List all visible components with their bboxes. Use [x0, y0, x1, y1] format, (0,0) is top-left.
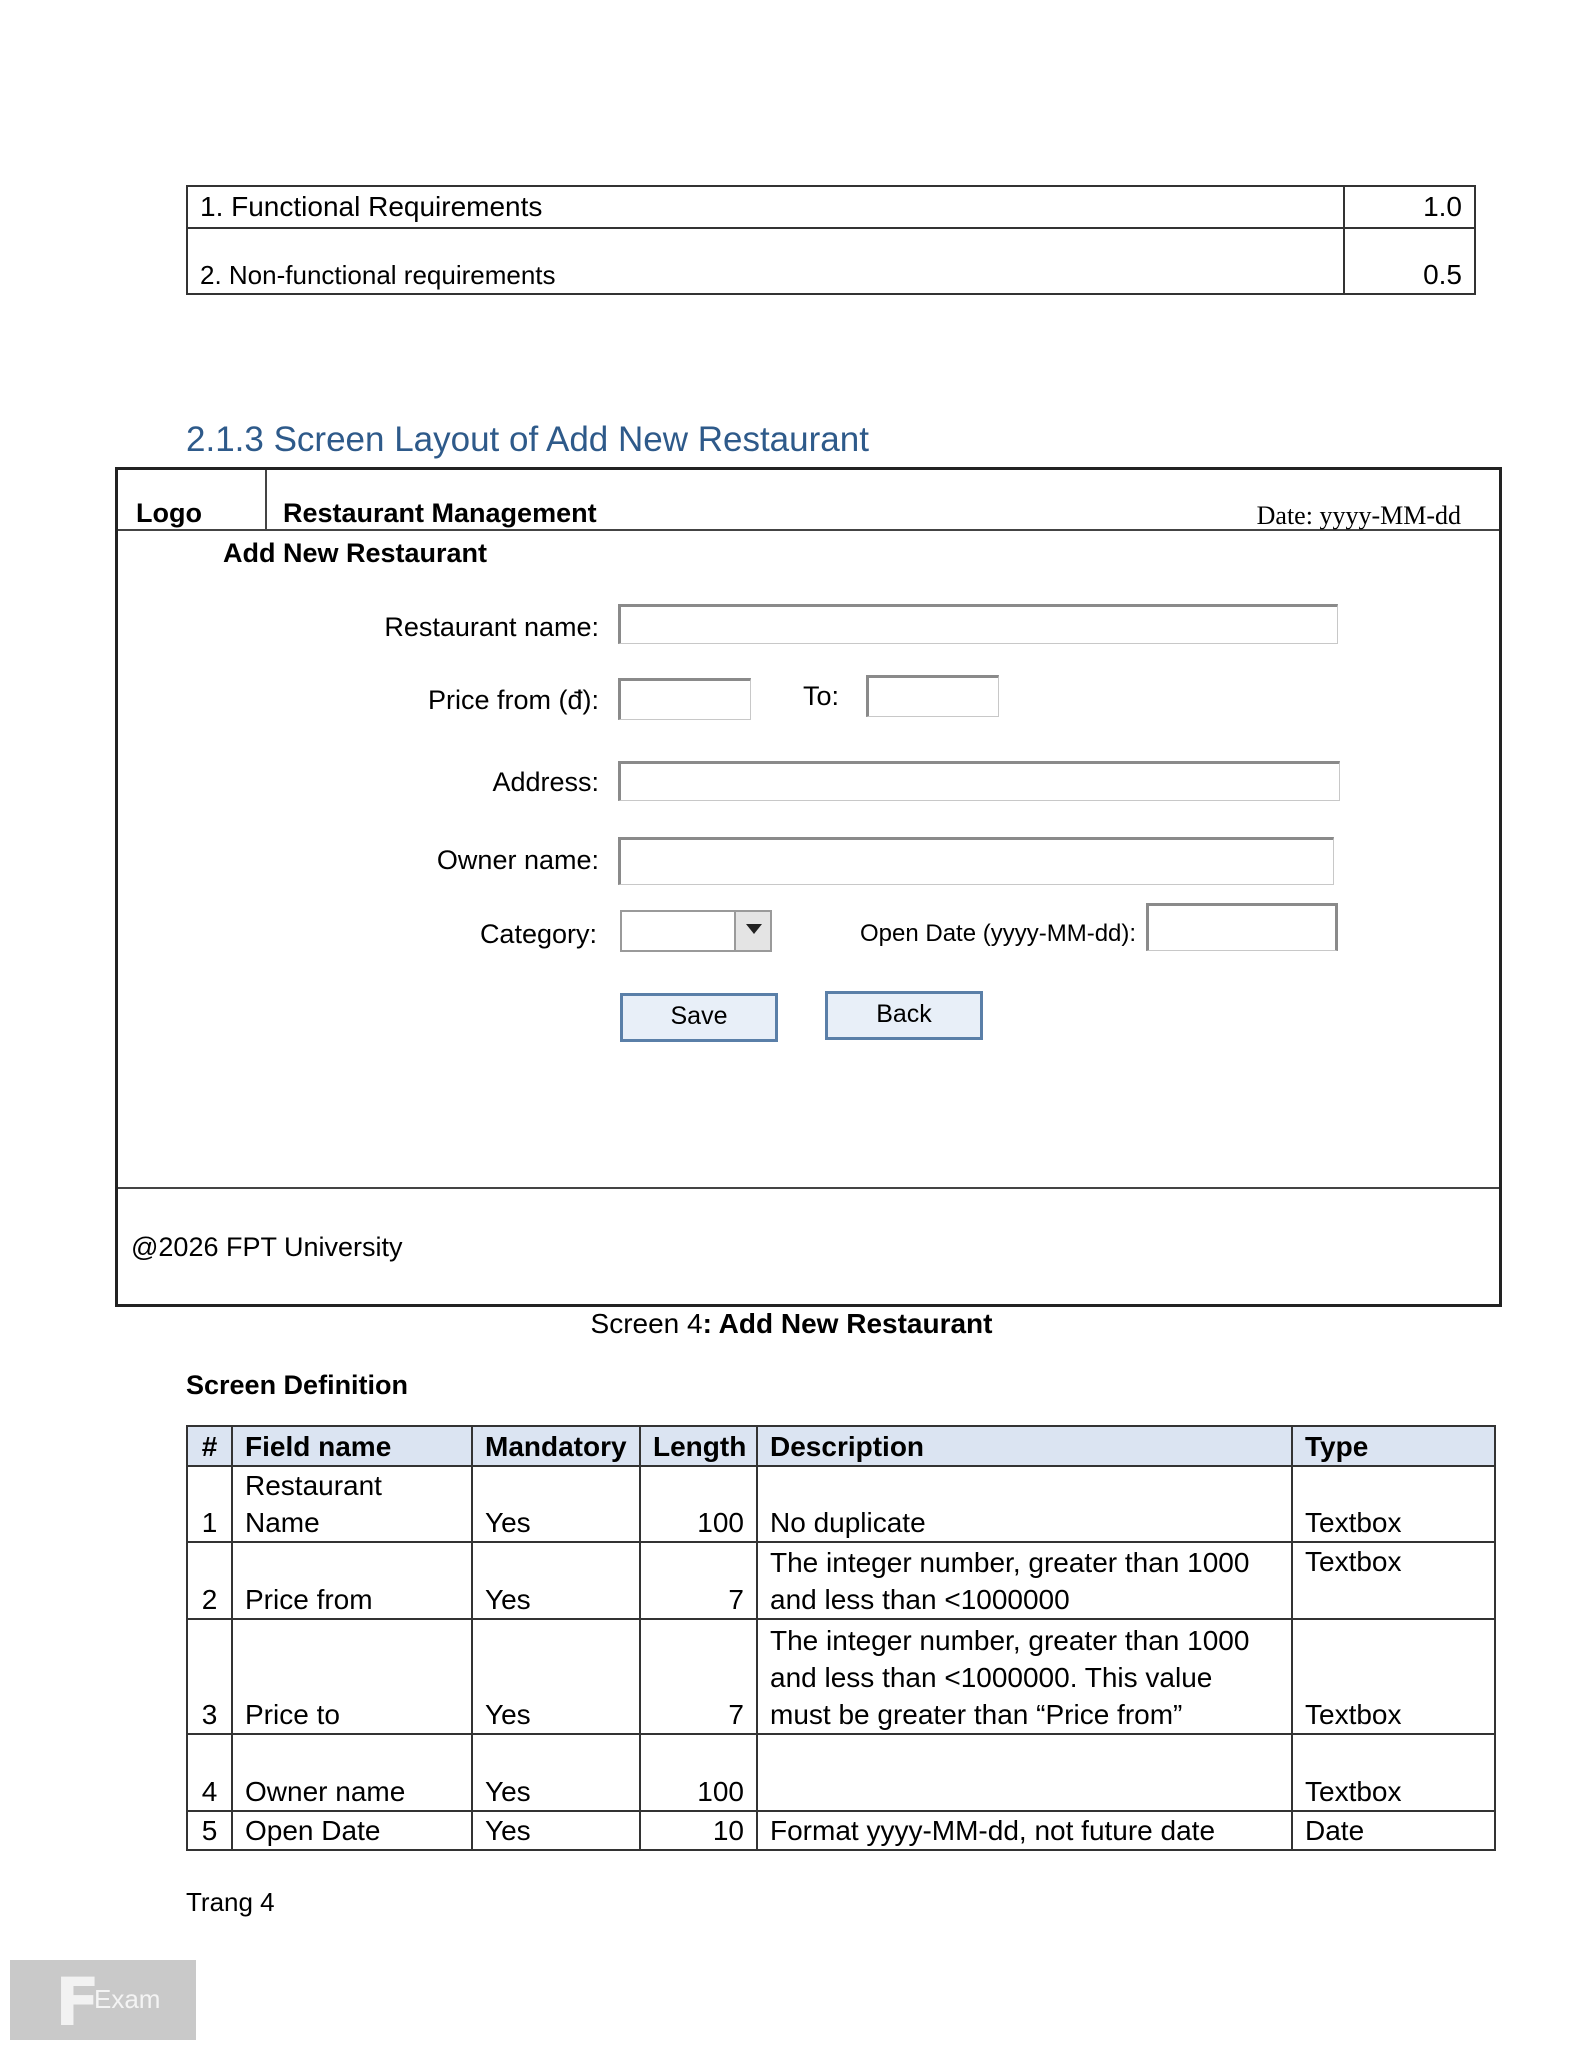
column-header: # — [187, 1426, 232, 1466]
length: 10 — [640, 1811, 757, 1850]
grading-score: 1.0 — [1344, 186, 1475, 228]
owner-name-label: Owner name: — [436, 845, 599, 875]
watermark-letter: F — [55, 1964, 101, 2041]
grading-label: 1. Functional Requirements — [187, 186, 1344, 228]
description: The integer number, greater than 1000 and less than <1000000. This value must be greater than “Price from” — [757, 1619, 1292, 1734]
description — [757, 1734, 1292, 1811]
watermark-text: Exam — [94, 1984, 161, 2014]
field-name: Price to — [232, 1619, 472, 1734]
header-date: Date: yyyy-MM-dd — [1256, 501, 1461, 530]
length: 100 — [640, 1466, 757, 1542]
screen-definition-table — [186, 1425, 1496, 1851]
screen-mockup — [115, 467, 1502, 1307]
screen-caption — [0, 1308, 1583, 1340]
price-from-label: Price from (đ): — [427, 685, 599, 715]
save-button[interactable]: Save — [620, 993, 778, 1042]
back-button[interactable]: Back — [825, 991, 983, 1040]
description: Format yyyy-MM-dd, not future date — [757, 1811, 1292, 1850]
logo-divider — [265, 470, 267, 529]
caption-prefix: Screen 4 — [590, 1308, 703, 1339]
footer-divider — [118, 1187, 1499, 1189]
address-label: Address: — [492, 767, 599, 797]
column-header: Length — [640, 1426, 757, 1466]
type: Textbox — [1292, 1619, 1495, 1734]
grading-row — [187, 186, 1475, 228]
owner-name-input[interactable] — [618, 837, 1334, 885]
type: Date — [1292, 1811, 1495, 1850]
screen-definition-title: Screen Definition — [186, 1370, 409, 1400]
restaurant-name-label: Restaurant name: — [384, 612, 599, 642]
open-date-input[interactable] — [1146, 903, 1338, 951]
table-row — [187, 1619, 1495, 1734]
table-row — [187, 1542, 1495, 1619]
address-input[interactable] — [618, 761, 1340, 801]
column-header: Mandatory — [472, 1426, 640, 1466]
row-number: 4 — [187, 1734, 232, 1811]
field-name: Owner name — [232, 1734, 472, 1811]
open-date-label: Open Date (yyyy-MM-dd): — [860, 920, 1137, 947]
category-select[interactable] — [620, 910, 772, 952]
footer-copyright: @2026 FPT University — [131, 1232, 403, 1262]
column-header: Field name — [232, 1426, 472, 1466]
caption-title: : Add New Restaurant — [702, 1308, 993, 1339]
logo: Logo — [136, 498, 202, 528]
row-number: 1 — [187, 1466, 232, 1542]
row-number: 3 — [187, 1619, 232, 1734]
grading-score: 0.5 — [1344, 228, 1475, 294]
length: 100 — [640, 1734, 757, 1811]
grading-label: 2. Non-functional requirements — [187, 228, 1344, 294]
mandatory: Yes — [472, 1734, 640, 1811]
table-row — [187, 1734, 1495, 1811]
page-subtitle: Add New Restaurant — [223, 538, 488, 568]
grading-table — [186, 185, 1476, 295]
type: Textbox — [1292, 1466, 1495, 1542]
grading-row — [187, 228, 1475, 294]
field-name: Restaurant Name — [232, 1466, 472, 1542]
price-from-input[interactable] — [618, 678, 751, 720]
table-row — [187, 1466, 1495, 1542]
type: Textbox — [1292, 1734, 1495, 1811]
watermark-logo — [10, 1960, 196, 2040]
chevron-down-icon[interactable] — [734, 912, 770, 950]
restaurant-name-input[interactable] — [618, 604, 1338, 644]
app-title: Restaurant Management — [283, 498, 597, 528]
row-number: 2 — [187, 1542, 232, 1619]
section-heading: 2.1.3 Screen Layout of Add New Restaurant — [186, 420, 869, 459]
length: 7 — [640, 1619, 757, 1734]
category-label: Category: — [479, 919, 597, 949]
row-number: 5 — [187, 1811, 232, 1850]
length: 7 — [640, 1542, 757, 1619]
column-header: Description — [757, 1426, 1292, 1466]
mandatory: Yes — [472, 1811, 640, 1850]
description: The integer number, greater than 1000 and less than <1000000 — [757, 1542, 1292, 1619]
mandatory: Yes — [472, 1466, 640, 1542]
table-row — [187, 1811, 1495, 1850]
mandatory: Yes — [472, 1542, 640, 1619]
type: Textbox — [1292, 1542, 1495, 1619]
table-header-row — [187, 1426, 1495, 1466]
field-name: Price from — [232, 1542, 472, 1619]
price-to-label: To: — [803, 681, 840, 711]
mandatory: Yes — [472, 1619, 640, 1734]
description: No duplicate — [757, 1466, 1292, 1542]
field-name: Open Date — [232, 1811, 472, 1850]
page-number: Trang 4 — [186, 1887, 275, 1917]
price-to-input[interactable] — [866, 675, 999, 717]
column-header: Type — [1292, 1426, 1495, 1466]
